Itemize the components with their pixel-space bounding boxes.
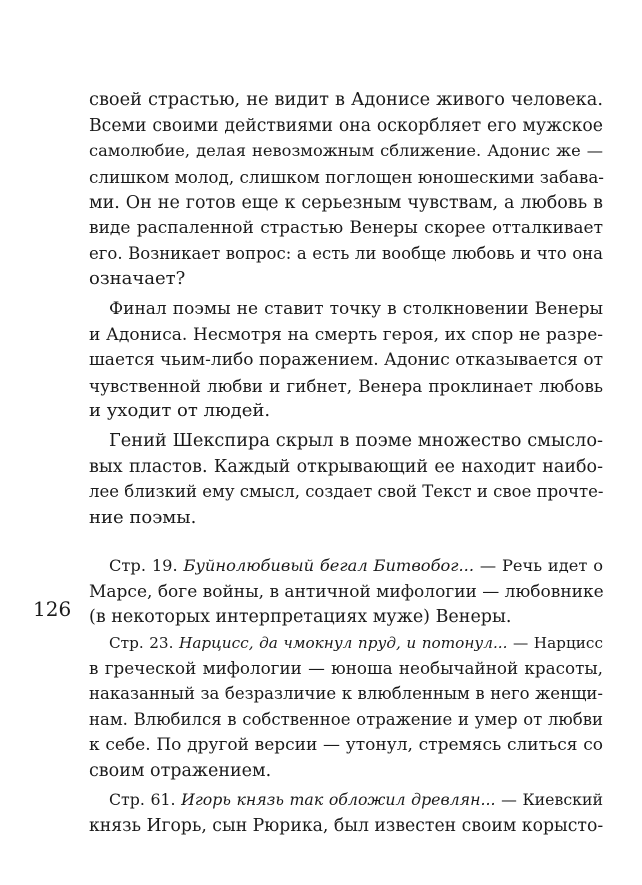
note-first-line	[109, 553, 603, 579]
text-line: Всеми своими действиями она оскорбляет его мужское	[89, 116, 603, 136]
text-line: Гений Шекспира скрыл в поэме множество смысло-	[109, 431, 603, 451]
note-quote: Буйнолюбивый бегал Битвобог...	[183, 556, 474, 575]
note-ref: Стр. 23.	[109, 634, 180, 652]
note-first-line	[109, 630, 603, 656]
text-line: и уходит от людей.	[89, 400, 271, 421]
text-line: в греческой мифологии — юноша необычайной красоты,	[89, 658, 603, 678]
text-line: лее близкий ему смысл, создает свой Текст и свое прочте-	[89, 482, 604, 501]
text-line: наказанный за безразличие к влюбленным в него женщи-	[89, 684, 603, 703]
text-line: (в некоторых интерпретациях муже) Венеры.	[89, 607, 512, 627]
text-line: князь Игорь, сын Рюрика, был известен своим корысто-	[89, 816, 604, 836]
text-line: ми. Он не готов еще к серьезным чувствам, а любовь в	[89, 193, 603, 213]
text-line: самолюбие, делая невозможным сближение. Адонис же —	[89, 141, 603, 160]
note-ref: Стр. 61.	[109, 790, 182, 809]
text-line: вых пластов. Каждый открывающий ее находит наибо-	[89, 457, 603, 477]
text-line: шается чьим-либо поражением. Адонис отказывается от	[89, 350, 603, 370]
note-quote: Нарцисс, да чмокнул пруд, и потонул...	[179, 634, 508, 652]
note-text: — Нарцисс	[507, 634, 603, 652]
text-line: своим отражением.	[89, 761, 272, 781]
text-line: чувственной любви и гибнет, Венера проклинает любовь	[89, 376, 603, 396]
text-line: Марсе, боге войны, в античной мифологии — любовнике	[89, 582, 604, 602]
text-line: к себе. По другой версии — утонул, стремясь слиться со	[89, 735, 603, 755]
text-line: его. Возникает вопрос: а есть ли вообще любовь и что она	[89, 244, 603, 263]
note-text: — Речь идет о	[474, 556, 603, 575]
note-first-line	[109, 787, 603, 813]
note-ref: Стр. 19.	[109, 556, 184, 575]
text-line: нам. Влюбился в собственное отражение и умер от любви	[89, 710, 603, 729]
note-quote: Игорь князь так обложил древлян...	[181, 790, 496, 809]
text-line: слишком молод, слишком поглощен юношескими забава-	[89, 167, 604, 187]
text-line: и Адониса. Несмотря на смерть героя, их спор не разре-	[89, 325, 603, 345]
text-line: ние поэмы.	[89, 507, 197, 528]
note-text: — Киевский	[495, 790, 603, 809]
text-line: означает?	[89, 268, 186, 289]
text-line: Финал поэмы не ставит точку в столкновении Венеры	[109, 299, 603, 319]
page-number: 126	[33, 597, 72, 621]
text-line: своей страстью, не видит в Адонисе живого человека.	[89, 90, 603, 110]
text-line: виде распаленной страстью Венеры скорее отталкивает	[89, 218, 603, 238]
